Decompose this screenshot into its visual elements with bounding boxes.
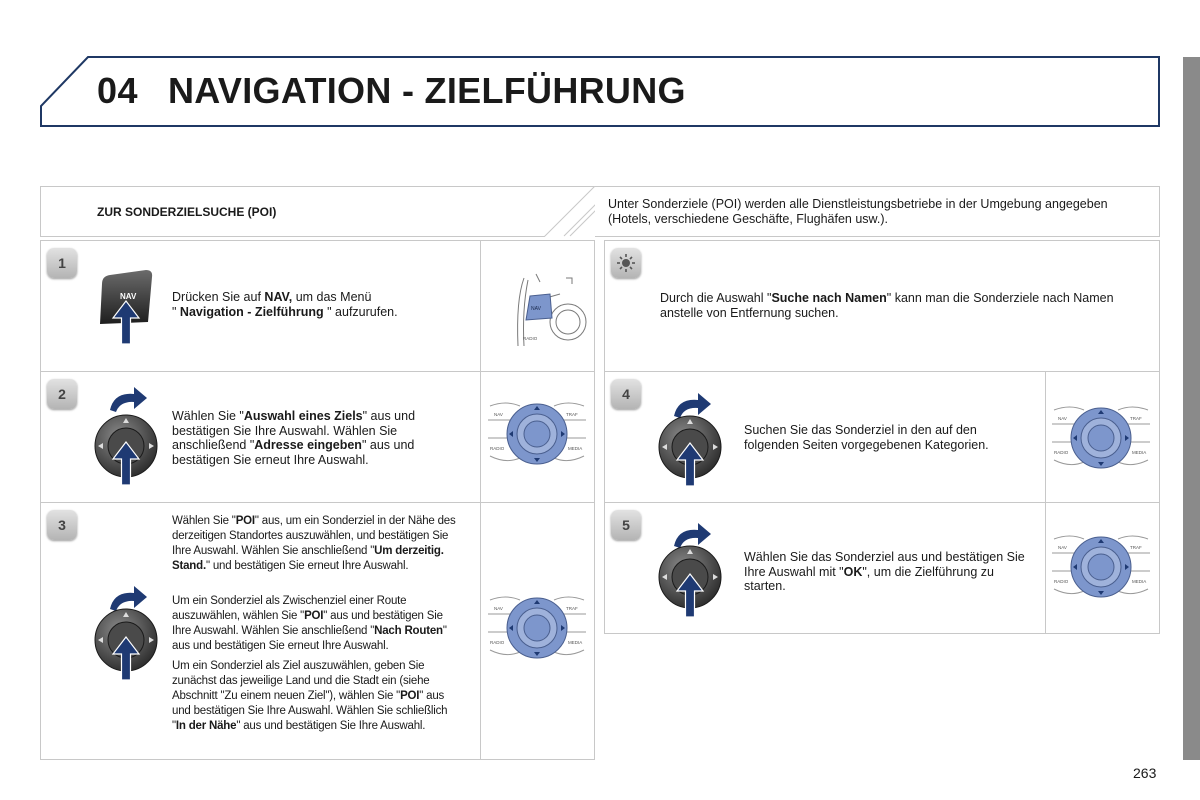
- step-2-badge: 2: [47, 379, 77, 409]
- step-3-text-3: Um ein Sonderziel als Ziel auszuwählen, geben Sie zunächst das jeweilige Land und die Stadt ein (siehe Abschnitt "Zu einem neuen Ziel"), wählen Sie "POI" aus und bestätigen Sie Ihre Auswahl. Wählen Sie schließlich "In der Nähe" aus und bestätigen Sie Ihre Auswahl.: [172, 660, 448, 732]
- svg-text:RADIO: RADIO: [490, 640, 505, 645]
- poi-intro-text: Unter Sonderziele (POI) werden alle Dienstleistungsbetriebe in der Umgebung angegeben (Hotels, verschiedene Geschäfte, Flughäfen usw.).: [608, 197, 1108, 226]
- tip-text: Durch die Auswahl "Suche nach Namen" kann man die Sonderziele nach Namen anstelle von Entfernung suchen.: [660, 291, 1114, 320]
- step-4-divider: [1045, 371, 1046, 503]
- svg-text:NAV: NAV: [531, 306, 541, 312]
- svg-text:MEDIA: MEDIA: [568, 640, 583, 645]
- svg-text:NAV: NAV: [494, 412, 503, 417]
- curved-arrow-icon: [108, 386, 148, 414]
- step-5-divider: [1045, 502, 1046, 634]
- svg-text:RADIO: RADIO: [490, 446, 505, 451]
- step-5-badge: 5: [611, 510, 641, 540]
- step-3-badge: 3: [47, 510, 77, 540]
- poi-section-heading: ZUR SONDERZIELSUCHE (POI): [97, 205, 277, 219]
- step-4-text: Suchen Sie das Sonderziel in den auf den folgenden Seiten vorgegebenen Kategorien.: [744, 423, 989, 452]
- svg-text:MEDIA: MEDIA: [1132, 450, 1147, 455]
- tip-lightbulb-icon: [611, 248, 641, 278]
- press-arrow-icon: [676, 574, 704, 618]
- svg-text:MEDIA: MEDIA: [1132, 579, 1147, 584]
- dashboard-nav-illustration: [510, 270, 590, 352]
- chapter-number: 04: [97, 70, 139, 111]
- step-3-text-1: Wählen Sie "POI" aus, um ein Sonderziel in der Nähe des derzeitigen Standortes auszuwählen, und bestätigen Sie Ihre Auswahl. Wählen Sie anschließend "Um derzeitig. Stand." und bestätigen Sie erneut Ihre Auswahl.: [172, 515, 456, 572]
- step-4-badge: 4: [611, 379, 641, 409]
- step-2-text: Wählen Sie "Auswahl eines Ziels" aus und bestätigen Sie Ihre Auswahl. Wählen Sie anschließend "Adresse eingeben" aus und bestätigen Sie erneut Ihre Auswahl.: [172, 409, 416, 467]
- step-5-text: Wählen Sie das Sonderziel aus und bestätigen Sie Ihre Auswahl mit "OK", um die Zielführung zu starten.: [744, 550, 1025, 593]
- svg-text:RADIO: RADIO: [1054, 450, 1069, 455]
- press-arrow-icon: [676, 443, 704, 487]
- svg-text:NAV: NAV: [120, 292, 137, 301]
- press-arrow-icon: [112, 637, 140, 681]
- press-arrow-icon: [112, 442, 140, 486]
- page-number: 263: [1133, 765, 1157, 781]
- svg-text:NAV: NAV: [494, 606, 503, 611]
- step-3-divider: [480, 502, 481, 760]
- press-arrow-icon: [112, 301, 140, 345]
- svg-text:RADIO: RADIO: [523, 336, 538, 341]
- step-1-badge: 1: [47, 248, 77, 278]
- page-title: NAVIGATION - ZIELFÜHRUNG: [168, 70, 686, 111]
- step-1-text: Drücken Sie auf NAV, um das Menü " Navigation - Zielführung " aufzurufen.: [172, 290, 398, 319]
- svg-text:MEDIA: MEDIA: [568, 446, 583, 451]
- step-1-divider: [480, 240, 481, 372]
- control-panel-illustration: [486, 398, 588, 474]
- step-3-text-2: Um ein Sonderziel als Zwischenziel einer Route auszuwählen, wählen Sie "POI" aus und bestätigen Sie Ihre Auswahl. Wählen Sie anschließend "Nach Routen" aus und bestätigen Sie erneut Ihre Auswahl.: [172, 595, 447, 652]
- svg-text:NAV: NAV: [1058, 416, 1067, 421]
- control-panel-illustration: [1050, 531, 1152, 607]
- svg-text:TRAF: TRAF: [566, 606, 578, 611]
- svg-text:TRAF: TRAF: [1130, 545, 1142, 550]
- control-panel-illustration: [486, 592, 588, 668]
- svg-text:TRAF: TRAF: [566, 412, 578, 417]
- svg-text:NAV: NAV: [1058, 545, 1067, 550]
- side-tab-bar: [1183, 57, 1200, 760]
- step-2-divider: [480, 371, 481, 503]
- svg-text:RADIO: RADIO: [1054, 579, 1069, 584]
- control-panel-illustration: [1050, 402, 1152, 478]
- svg-text:TRAF: TRAF: [1130, 416, 1142, 421]
